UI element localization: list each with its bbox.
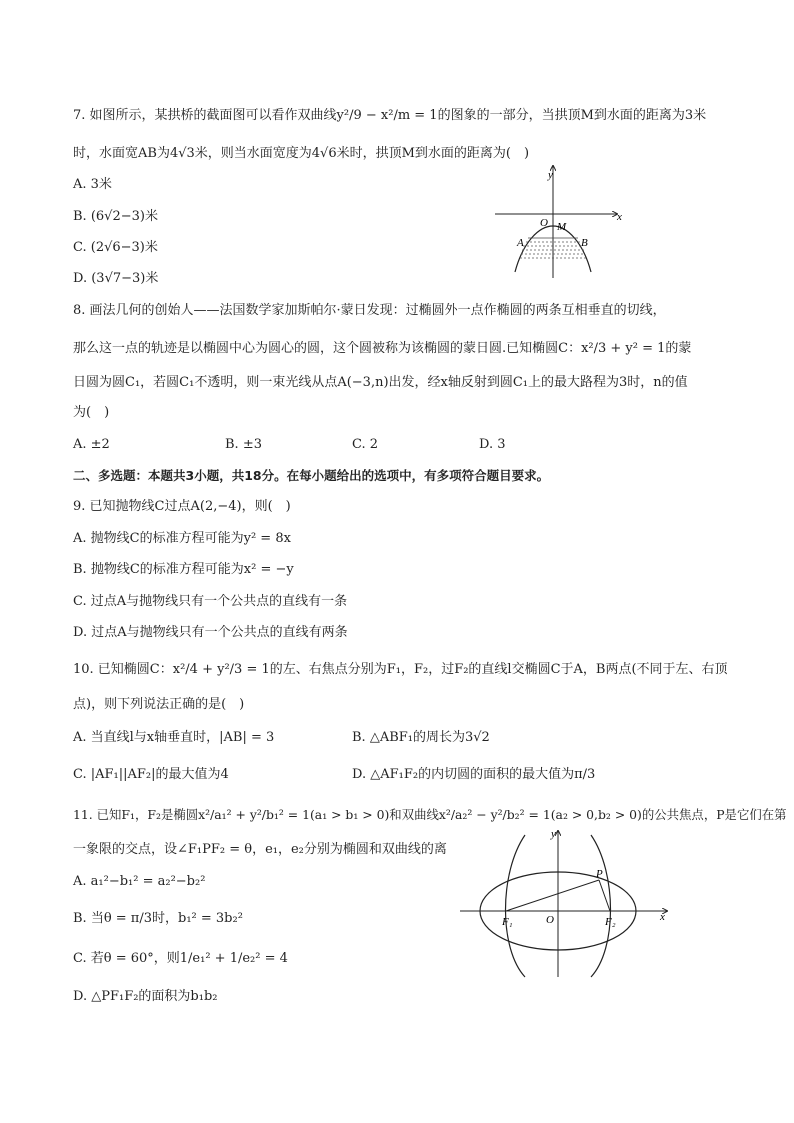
q10-option-d: D. △AF₁F₂的内切圆的面积的最大值为π/3	[352, 767, 596, 782]
q8-option-b: B. ±3	[225, 437, 262, 452]
q11-option-b: B. 当θ = π/3时，b₁² = 3b₂²	[73, 911, 243, 926]
q10-option-b: B. △ABF₁的周长为3√2	[352, 730, 490, 745]
q10-option-a: A. 当直线l与x轴垂直时，|AB| = 3	[73, 730, 275, 745]
q11-segment-pf1	[506, 880, 599, 911]
q9-option-b: B. 抛物线C的标准方程可能为x² = −y	[73, 562, 294, 577]
q7-label-y: y	[548, 169, 553, 181]
q11-label-f2: F₂	[605, 916, 616, 928]
q11-label-p: P	[596, 868, 603, 880]
q9-option-d: D. 过点A与抛物线只有一个公共点的直线有两条	[73, 625, 348, 640]
q11-label-x: x	[660, 911, 665, 923]
q11-option-a: A. a₁²−b₁² = a₂²−b₂²	[73, 874, 206, 889]
q7-label-m: M	[557, 221, 567, 233]
q10-stem-line1: 10. 已知椭圆C：x²/4 + y²/3 = 1的左、右焦点分别为F₁，F₂，过F₂的直线l交椭圆C于A，B两点(不同于左、右顶	[73, 662, 728, 677]
q7-option-a: A. 3米	[73, 177, 112, 192]
q11-option-c: C. 若θ = 60°，则1/e₁² + 1/e₂² = 4	[73, 951, 288, 966]
q11-stem-line2: 一象限的交点，设∠F₁PF₂ = θ，e₁，e₂分别为椭圆和双曲线的离	[73, 842, 447, 857]
q11-figure	[455, 825, 675, 980]
q7-label-a: A	[517, 237, 524, 249]
q7-label-x: x	[617, 211, 622, 223]
section-heading-multiple-choice: 二、多选题：本题共3小题，共18分。在每小题给出的选项中，有多项符合题目要求。	[73, 468, 550, 483]
q8-option-c: C. 2	[352, 437, 379, 452]
q7-label-o: O	[540, 217, 548, 229]
q7-stem-line1: 7. 如图所示，某拱桥的截面图可以看作双曲线y²/9 − x²/m = 1的图象的一部分，当拱顶M到水面的距离为3米	[73, 108, 707, 123]
q11-label-f1: F₁	[502, 916, 513, 928]
q7-figure	[495, 160, 630, 280]
q7-option-c: C. (2√6−3)米	[73, 240, 158, 255]
q8-option-a: A. ±2	[73, 437, 110, 452]
q11-label-y: y	[551, 828, 556, 840]
q10-stem-line2: 点)，则下列说法正确的是( )	[73, 697, 245, 712]
q10-option-c: C. |AF₁||AF₂|的最大值为4	[73, 767, 229, 782]
q11-hyperbola-right	[591, 835, 611, 977]
q7-option-b: B. (6√2−3)米	[73, 209, 158, 224]
q8-stem-line1: 8. 画法几何的创始人——法国数学家加斯帕尔·蒙日发现：过椭圆外一点作椭圆的两条互相垂直的切线，	[73, 303, 666, 318]
q9-option-c: C. 过点A与抛物线只有一个公共点的直线有一条	[73, 594, 348, 609]
q7-stem-line2: 时，水面宽AB为4√3米，则当水面宽度为4√6米时，拱顶M到水面的距离为( )	[73, 146, 530, 161]
q7-label-b: B	[581, 237, 588, 249]
q9-stem: 9. 已知抛物线C过点A(2,−4)，则( )	[73, 499, 291, 514]
q11-option-d: D. △PF₁F₂的面积为b₁b₂	[73, 989, 218, 1004]
q7-option-d: D. (3√7−3)米	[73, 271, 159, 286]
q8-stem-line3: 日圆为圆C₁，若圆C₁不透明，则一束光线从点A(−3,n)出发，经x轴反射到圆C₁上的最大路程为3时，n的值	[73, 375, 688, 390]
q8-stem-line2: 那么这一点的轨迹是以椭圆中心为圆心的圆，这个圆被称为该椭圆的蒙日圆.已知椭圆C：x²/3 + y² = 1的蒙	[73, 341, 692, 356]
q9-option-a: A. 抛物线C的标准方程可能为y² = 8x	[73, 531, 291, 546]
q11-stem-line1: 11. 已知F₁，F₂是椭圆x²/a₁² + y²/b₁² = 1(a₁ > b₁ > 0)和双曲线x²/a₂² − y²/b₂² = 1(a₂ > 0,b₂ > 0)的公共焦点，P是它们在第	[73, 807, 787, 822]
q11-label-o: O	[546, 914, 554, 926]
q8-option-d: D. 3	[479, 437, 506, 452]
q8-stem-line4: 为( )	[73, 405, 110, 420]
